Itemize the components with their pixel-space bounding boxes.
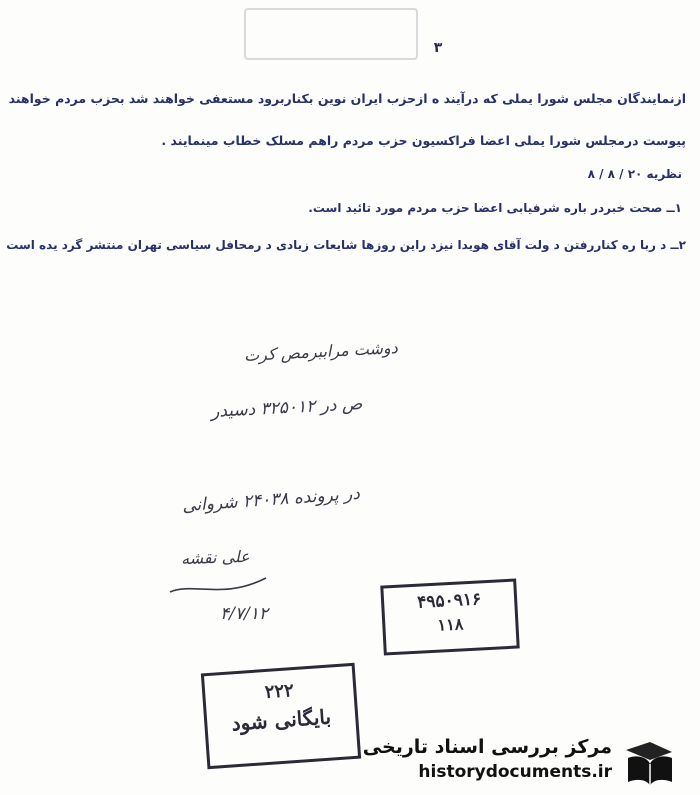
page-number: ۳ [433, 40, 443, 56]
signature-stroke-icon [168, 570, 268, 600]
handwritten-note-3: در پرونده ۲۴۰۳۸ شروانی [181, 483, 361, 517]
registration-stamp [380, 578, 519, 655]
org-url[interactable]: historydocuments.ir [418, 762, 612, 782]
faded-header-stamp [244, 8, 418, 60]
archive-number: ۲۲۲ [264, 680, 295, 704]
registration-sub-number: ۱۱۸ [437, 614, 464, 635]
history-documents-logo-icon [620, 738, 678, 788]
archive-text: بایگانی شود [230, 704, 332, 736]
item-2: ۲ــ د ربا ره کناررفتن د ولت آقای هویدا نیزد راین روزها شایعات زیادی د رمحافل سیاسی تهران منتشر گرد یده است [6, 238, 686, 252]
archive-stamp [201, 663, 361, 770]
assessment-date: نظریه ۲۰ / ۸ / ۸ [587, 167, 682, 181]
body-line-2: پیوست درمجلس شورا یملی اعضا فراکسیون حزب مردم راهم مسلک خطاب مینمایند . [161, 133, 686, 148]
handwritten-note-1: دوشت مراببرمص کرت [243, 337, 399, 366]
body-line-1: ازنمایندگان مجلس شورا یملی که درآیند ه ازحزب ایران نوین بکناربرود مستعفی خواهند شد بحزب مردم خواهند [8, 91, 686, 106]
signature-date: ۴/۷/۱۲ [220, 604, 268, 624]
registration-number: ۴۹۵۰۹۱۶ [416, 589, 482, 613]
org-name: مرکز بررسی اسناد تاریخی [362, 736, 612, 758]
item-1: ۱ــ صحت خبردر باره شرفیابی اعضا حزب مردم مورد تائید است. [308, 201, 682, 215]
handwritten-note-2: ص در ۳۲۵۰۱۲ دسیدر [210, 394, 363, 422]
handwritten-signature: علی نقشه [181, 546, 251, 569]
